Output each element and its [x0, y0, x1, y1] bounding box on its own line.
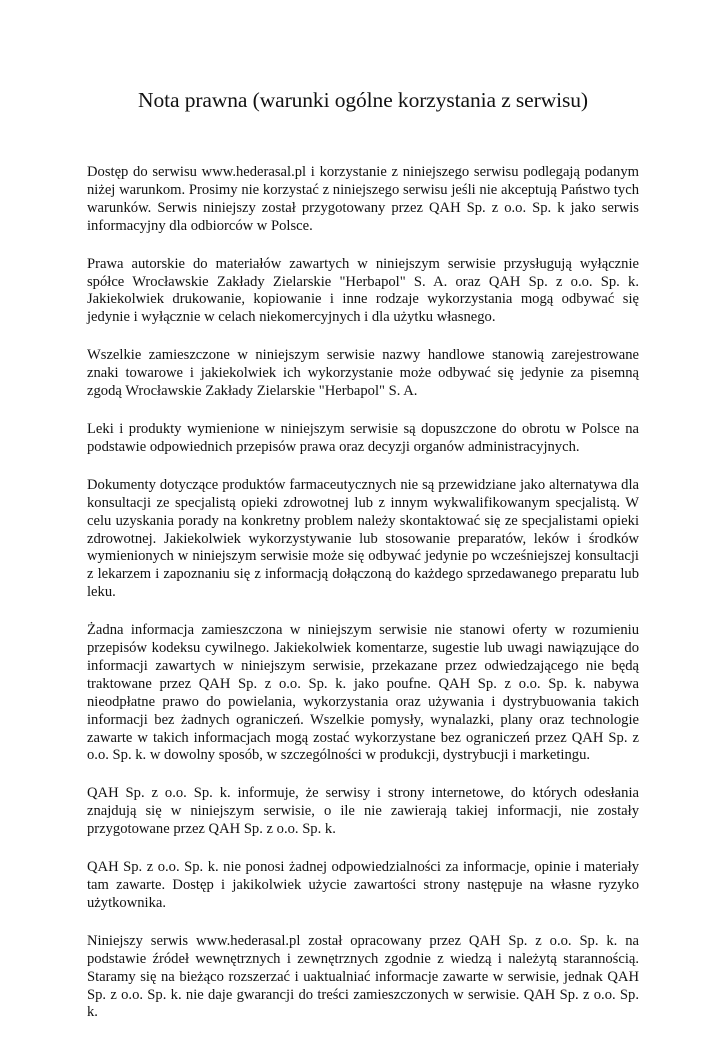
- paragraph-access-terms: Dostęp do serwisu www.hederasal.pl i korzystanie z niniejszego serwisu podlegają podanym niżej warunkom. Prosimy nie korzystać z niniejszego serwisu jeśli nie akceptują Państwo tych warunków. Serwis niniejszy został przygotowany przez QAH Sp. z o.o. Sp. k jako serwis informacyjny dla odbiorców w Polsce.: [87, 164, 639, 234]
- document-title: Nota prawna (warunki ogólne korzystania z serwisu): [138, 88, 588, 112]
- paragraph-medicines-approval: Leki i produkty wymienione w niniejszym serwisie są dopuszczone do obrotu w Polsce na podstawie odpowiednich przepisów prawa oraz decyzji organów administracyjnych.: [87, 420, 639, 455]
- paragraph-no-offer: Żadna informacja zamieszczona w niniejszym serwisie nie stanowi oferty w rozumieniu przepisów kodeksu cywilnego. Jakiekolwiek komentarze, sugestie lub uwagi nawiązujące do informacji zawartych w niniejszym serwisie, przekazane przez odwiedzającego nie będą traktowane przez QAH Sp. z o.o. Sp. k. jako poufne. QAH Sp. z o.o. Sp. k. nabywa nieodpłatne prawo do powielania, wykorzystania oraz używania i dystrybuowania takich informacji bez żadnych ograniczeń. Wszelkie pomysły, wynalazki, plany oraz technologie zawarte w takich informacjach mogą zostać wykorzystane bez ograniczeń przez QAH Sp. z o.o. Sp. k. w dowolny sposób, w szczególności w produkcji, dystrybucji i marketingu.: [87, 622, 639, 764]
- document-body: [87, 164, 639, 1022]
- paragraph-trademarks: Wszelkie zamieszczone w niniejszym serwisie nazwy handlowe stanowią zarejestrowane znaki towarowe i jakiekolwiek ich wykorzystanie może odbywać się jedynie za pisemną zgodą Wrocławskie Zakłady Zielarskie "Herbapol" S. A.: [87, 347, 639, 400]
- paragraph-liability: QAH Sp. z o.o. Sp. k. nie ponosi żadnej odpowiedzialności za informacje, opinie i materiały tam zawarte. Dostęp i jakikolwiek użycie zawartości strony następuje na własne ryzyko użytkownika.: [87, 859, 639, 911]
- paragraph-service-sources: Niniejszy serwis www.hederasal.pl został opracowany przez QAH Sp. z o.o. Sp. k. na podstawie źródeł wewnętrznych i zewnętrznych zgodnie z wiedzą i należytą starannością. Staramy się na bieżąco rozszerzać i uaktualniać informacje zawarte w serwisie, jednak QAH Sp. z o.o. Sp. k. nie daje gwarancji do treści zamieszczonych w serwisie. QAH Sp. z o.o. Sp. k.: [87, 932, 639, 1021]
- paragraph-external-links: QAH Sp. z o.o. Sp. k. informuje, że serwisy i strony internetowe, do których odesłania znajdują się w niniejszym serwisie, o ile nie zawierają takiej informacji, nie zostały przygotowane przez QAH Sp. z o.o. Sp. k.: [87, 785, 639, 838]
- paragraph-medical-disclaimer: Dokumenty dotyczące produktów farmaceutycznych nie są przewidziane jako alternatywa dla konsultacji ze specjalistą opieki zdrowotnej lub z innym wykwalifikowanym specjalistą. W celu uzyskania porady na konkretny problem należy skontaktować się ze specjalistami opieki zdrowotnej. Jakiekolwiek wykorzystywanie lub stosowanie preparatów, leków i środków wymienionych w niniejszym serwisie może się odbywać jedynie po wcześniejszej konsultacji z lekarzem i zapoznaniu się z informacją dołączoną do każdego sprzedawanego preparatu lub leku.: [87, 476, 639, 601]
- document-page: [87, 86, 639, 1042]
- paragraph-copyright: Prawa autorskie do materiałów zawartych w niniejszym serwisie przysługują wyłącznie spółce Wrocławskie Zakłady Zielarskie "Herbapol" S. A. oraz QAH Sp. z o.o. Sp. k. Jakiekolwiek drukowanie, kopiowanie i inne rodzaje wykorzystania mogą odbywać się jedynie i wyłącznie w celach niekomercyjnych i dla użytku własnego.: [87, 255, 639, 326]
